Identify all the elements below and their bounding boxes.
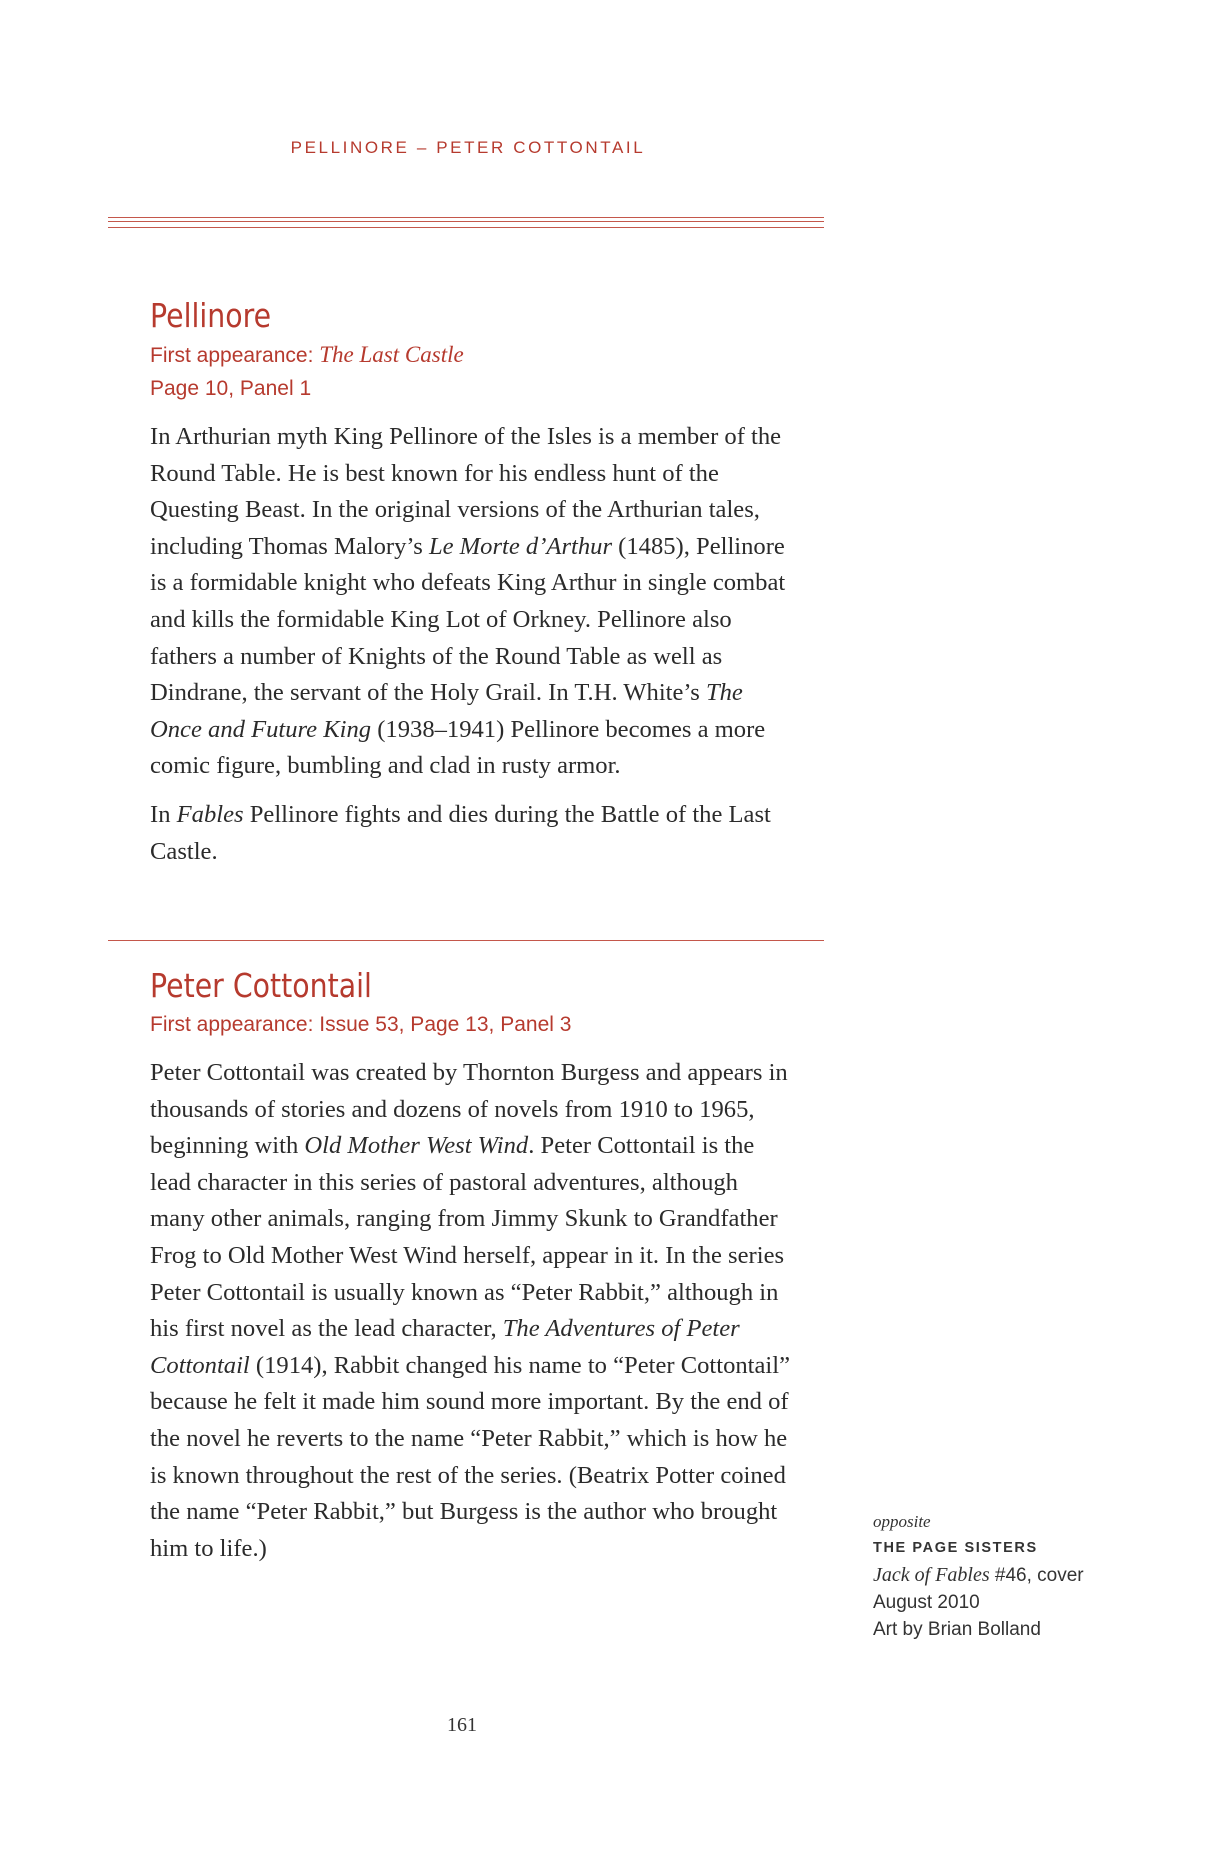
italic-title: The Once and Future King xyxy=(150,679,743,743)
entry-peter-cottontail xyxy=(150,966,790,1567)
header-double-rule xyxy=(108,217,824,228)
text-run: Pellinore fights and dies during the Battle of the Last Castle. xyxy=(150,800,771,865)
italic-title: Fables xyxy=(176,800,244,828)
section-divider xyxy=(108,940,824,941)
entry-title: Pellinore xyxy=(150,296,272,335)
text-run: (1914), Rabbit changed his name to “Peter Cottontail” because he felt it made him sound more important. By the end of the novel he reverts to the name “Peter Rabbit,” which is how he is known throughout the rest of the series. (Beatrix Potter coined the name “Peter Rabbit,” but Burgess is the author who brought him to life.) xyxy=(150,1351,791,1562)
text-run: . Peter Cottontail is the lead character in this series of pastoral adventures, although many other animals, ranging from Jimmy Skunk to Grandfather Frog to Old Mother West Wind herself, appear in it. In the series Peter Cottontail is usually known as “Peter Rabbit,” although in his first novel as the lead character, xyxy=(150,1132,785,1343)
first-appearance xyxy=(150,338,790,372)
first-appearance: First appearance: Issue 53, Page 13, Panel 3 xyxy=(150,1013,572,1036)
caption-credit: Art by Brian Bolland xyxy=(873,1619,1041,1640)
entry-pellinore xyxy=(150,296,790,870)
running-head: PELLINORE – PETER COTTONTAIL xyxy=(290,138,646,157)
text-run: (1938–1941) Pellinore becomes a more comic figure, bumbling and clad in rusty armor. xyxy=(150,715,766,780)
caption-date: August 2010 xyxy=(873,1592,980,1613)
first-appearance-title: The Last Castle xyxy=(319,342,464,367)
body-paragraph xyxy=(150,797,790,870)
italic-title: The Adventures of Peter Cottontail xyxy=(150,1315,740,1379)
caption-work xyxy=(873,1562,1193,1589)
caption-work-title: Jack of Fables xyxy=(873,1564,990,1586)
text-run: (1485), Pellinore is a formidable knight who defeats King Arthur in single combat and kills the formidable King Lot of Orkney. Pellinore also fathers a number of Knights of the Round Table as well as Dindrane, the servant of the Holy Grail. In T.H. White’s xyxy=(150,532,786,707)
italic-title: Old Mother West Wind xyxy=(304,1132,529,1160)
caption-work-detail: #46, cover xyxy=(989,1565,1084,1586)
body-paragraph xyxy=(150,1055,790,1567)
text-run: In Arthurian myth King Pellinore of the Isles is a member of the Round Table. He is best known for his endless hunt of the Questing Beast. In the original versions of the Arthurian tales, including Thomas Malory’s xyxy=(150,423,782,560)
page-number: 161 xyxy=(447,1714,477,1736)
caption-title: THE PAGE SISTERS xyxy=(873,1540,1038,1556)
text-run: In xyxy=(150,800,177,828)
italic-title: Le Morte d’Arthur xyxy=(428,532,613,560)
body-paragraph xyxy=(150,419,790,785)
entry-title: Peter Cottontail xyxy=(150,966,372,1005)
text-run: Peter Cottontail was created by Thornton Burgess and appears in thousands of stories and dozens of novels from 1910 to 1965, beginning with xyxy=(150,1059,788,1160)
caption-prefix: opposite xyxy=(873,1512,931,1531)
image-caption xyxy=(873,1508,1193,1643)
first-appearance-location: Page 10, Panel 1 xyxy=(150,377,312,400)
entry-body xyxy=(150,1055,790,1567)
first-appearance-prefix: First appearance: xyxy=(150,344,320,367)
entry-body xyxy=(150,419,790,870)
